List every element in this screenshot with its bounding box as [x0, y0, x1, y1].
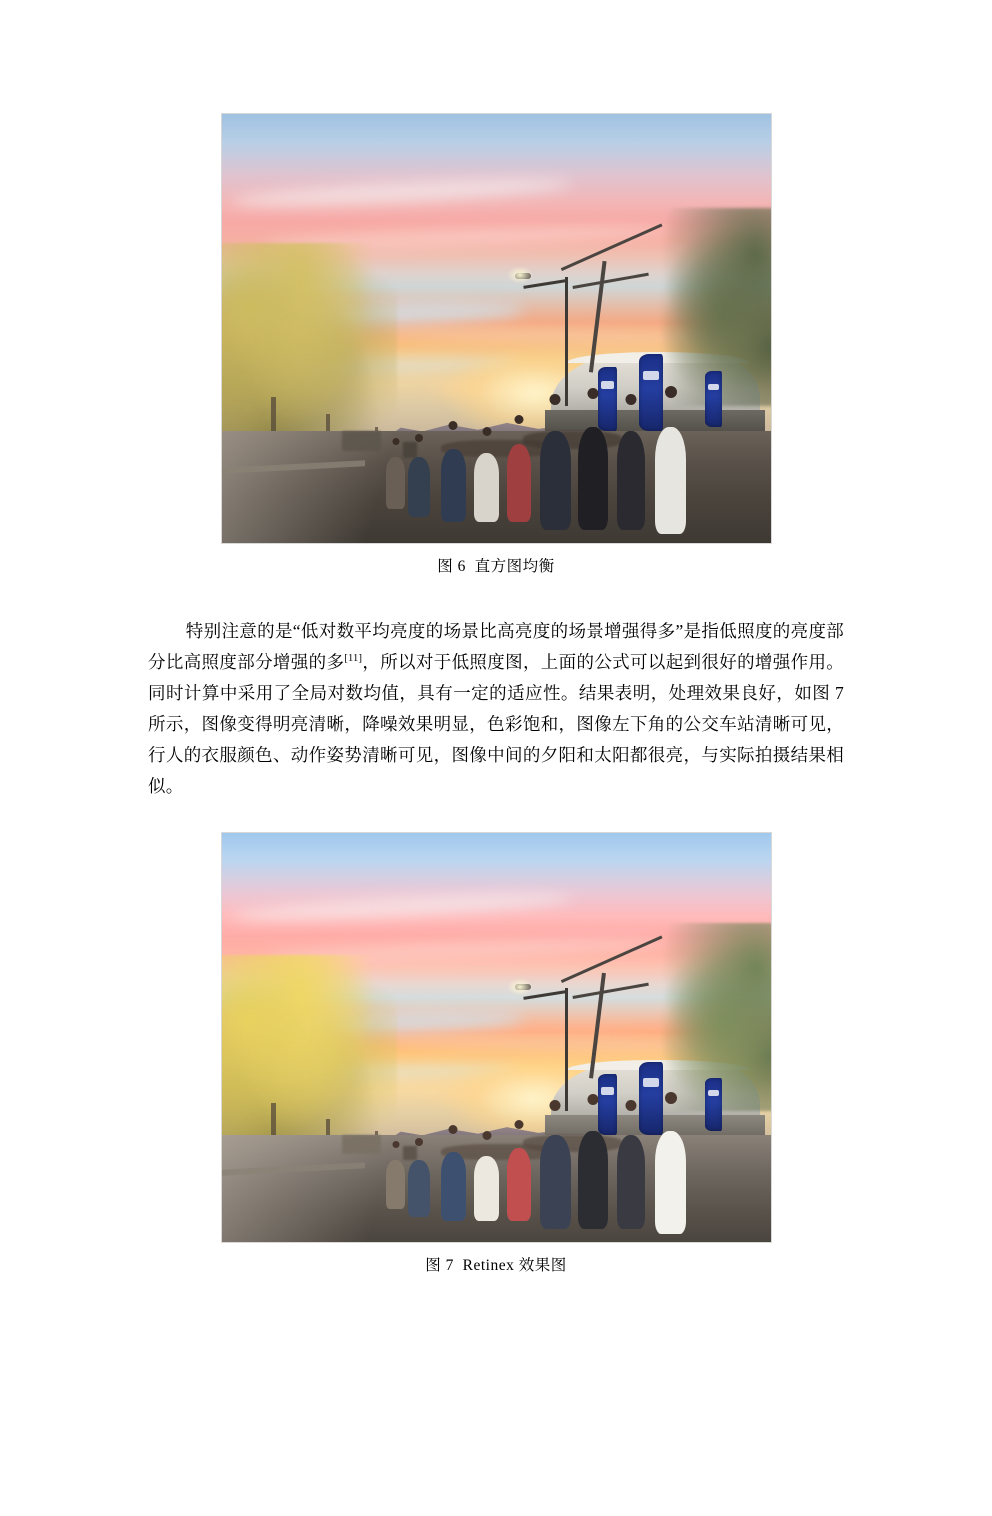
pedestrian [655, 1131, 686, 1233]
figure-7 [148, 832, 844, 1277]
figure-6-caption: 图 6 直方图均衡 [437, 558, 555, 575]
pedestrian-head [415, 434, 423, 442]
banner-flag [705, 1078, 723, 1131]
bus-shelter [342, 431, 380, 450]
pedestrian-head [449, 1125, 458, 1134]
pedestrian-head [392, 438, 399, 445]
figure-7-image [221, 832, 772, 1243]
pedestrian [441, 1152, 466, 1222]
pedestrian [386, 1160, 405, 1209]
banner-flag [639, 1062, 664, 1136]
lamp-glow [507, 266, 533, 284]
distant-crowd [523, 431, 622, 448]
pedestrian-head [665, 1092, 677, 1104]
pedestrian-head [550, 394, 561, 405]
pedestrian-head [588, 1094, 599, 1105]
paragraph-segment-2: ，所以对于低照度图，上面的公式可以起到很好的增强作用。同时计算中采用了全局对数均值，具有一定的适应性。结果表明，处理效果良好，如图 7 所示，图像变得明亮清晰，降噪效果明显，色彩饱和，图像左下角的公交车站清晰可见，行人的衣服颜色、动作姿势清晰可见，图像中间的夕阳和太阳都很亮，与实际拍摄结果相似。 [148, 651, 844, 796]
pedestrian-head [588, 388, 599, 399]
banner-flag [639, 354, 664, 431]
figure-7-caption: 图 7 Retinex 效果图 [425, 1256, 567, 1274]
banner-flag [598, 367, 618, 431]
bus-shelter [342, 1135, 380, 1153]
lamp-glow [507, 978, 533, 996]
pedestrian [578, 427, 608, 530]
figure-6 [148, 113, 844, 578]
pedestrian-head [626, 394, 637, 405]
body-paragraph [148, 616, 844, 802]
pedestrian-head [515, 415, 524, 424]
pedestrian [507, 1148, 531, 1222]
pedestrian-head [482, 427, 491, 436]
pedestrian-head [550, 1100, 561, 1111]
banner-flag [705, 371, 723, 427]
pedestrian [441, 449, 466, 522]
distant-crowd [523, 1135, 622, 1151]
pedestrian [408, 457, 430, 517]
lamp-pole [565, 277, 568, 406]
pedestrian [474, 453, 499, 522]
pedestrian [617, 431, 646, 530]
pedestrian-head [515, 1120, 524, 1129]
document-page [0, 113, 992, 1516]
pedestrian [578, 1131, 608, 1229]
sunset-street-scene [222, 114, 771, 543]
pedestrian-head [415, 1138, 423, 1146]
pedestrian [474, 1156, 499, 1221]
pedestrian [386, 457, 405, 508]
pedestrian-head [392, 1141, 399, 1148]
pedestrian [540, 431, 571, 530]
pedestrian [655, 427, 686, 534]
pedestrian [408, 1160, 430, 1217]
pedestrian [617, 1135, 646, 1229]
street-bin [403, 442, 417, 457]
paragraph-segment-1: 特别注意的是“低对数平均亮度的场景比高亮度的场景增强得多”是指低照度的亮度部分比高照度部分增强的多 [148, 620, 844, 672]
sunset-street-scene-enhanced [222, 833, 771, 1242]
pedestrian-head [449, 421, 458, 430]
lamp-pole [565, 988, 568, 1111]
pedestrian-head [626, 1100, 637, 1111]
reference-mark: [11] [344, 652, 363, 664]
pedestrian [540, 1135, 571, 1229]
banner-flag [598, 1074, 618, 1135]
pedestrian-head [482, 1131, 491, 1140]
figure-6-image [221, 113, 772, 544]
pedestrian-head [665, 386, 677, 398]
street-bin [403, 1146, 417, 1161]
pedestrian [507, 444, 531, 521]
